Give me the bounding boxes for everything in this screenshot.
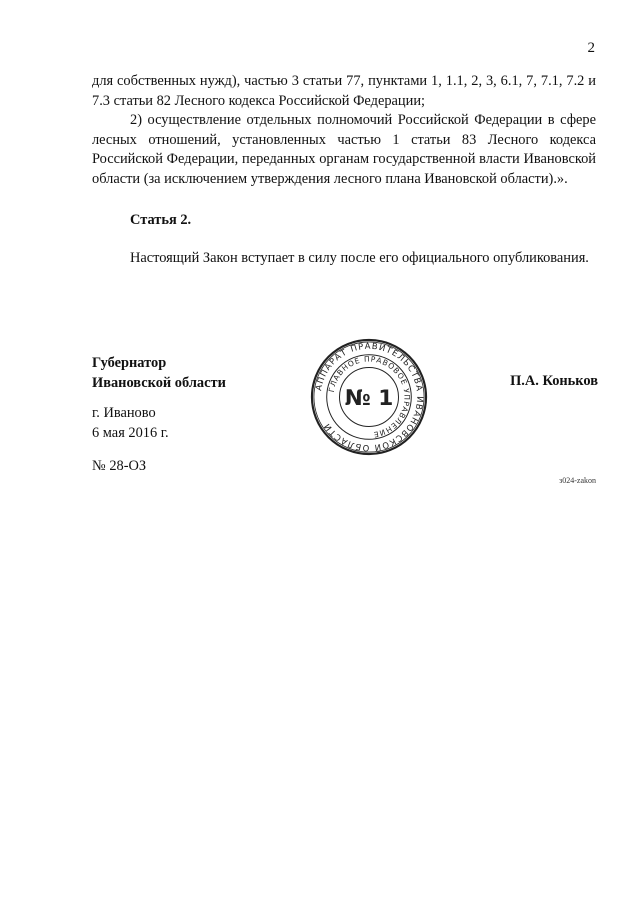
official-seal xyxy=(310,338,428,456)
paragraph-effective-date xyxy=(92,249,596,269)
date: 6 мая 2016 г. xyxy=(92,424,169,441)
place-date-block xyxy=(92,404,169,443)
file-code: з024-zakon xyxy=(559,476,596,485)
article-heading: Статья 2. xyxy=(130,212,192,228)
signatory-name: П.А. Коньков xyxy=(510,373,598,389)
place: г. Иваново xyxy=(92,405,156,421)
signatory-title-line1: Губернатор xyxy=(92,355,167,371)
paragraph-text: для собственных нужд), частью 3 статьи 77, пунктами 1, 1.1, 2, 3, 6.1, 7, 7.1, 7.2 и 7.3 статьи 82 Лесного кодекса Российской Федерации; xyxy=(92,73,596,109)
signatory-title-line2: Ивановской области xyxy=(92,374,226,391)
signatory-title xyxy=(92,354,226,393)
seal-center-number: № 1 xyxy=(344,385,394,411)
seal-inner-text: ГЛАВНОЕ ПРАВОВОЕ УПРАВЛЕНИЕ xyxy=(326,354,412,440)
page-number: 2 xyxy=(587,40,595,56)
paragraph-text: Настоящий Закон вступает в силу после его официального опубликования. xyxy=(130,250,589,266)
paragraph-item-2 xyxy=(92,111,596,189)
paragraph-continuation xyxy=(92,72,596,111)
seal-outer-text: АППАРАТ ПРАВИТЕЛЬСТВА ИВАНОВСКОЙ ОБЛАСТИ xyxy=(313,340,426,454)
paragraph-text: 2) осуществление отдельных полномочий Российской Федерации в сфере лесных отношений, установленных частью 1 статьи 83 Лесного кодекса Российской Федерации, переданных органам государственной власти Ивановской области (за исключением утверждения лесного плана Ивановской области).». xyxy=(92,112,596,187)
law-number: № 28-ОЗ xyxy=(92,458,147,474)
